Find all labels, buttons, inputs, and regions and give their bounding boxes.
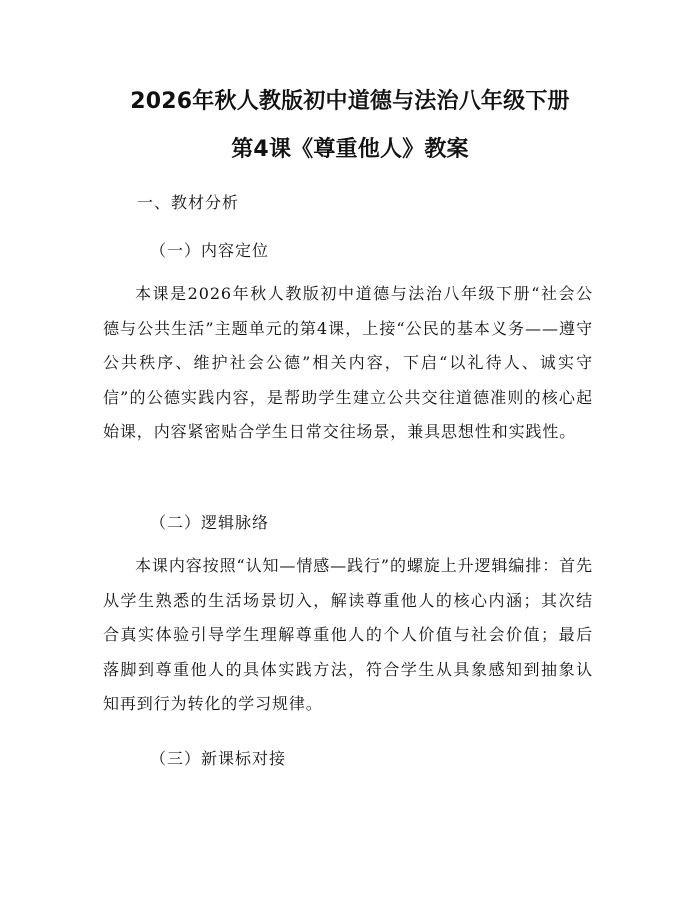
subsection-heading-logic-structure: （二）逻辑脉络 [150, 513, 270, 532]
subsection-heading-curriculum-alignment: （三）新课标对接 [150, 749, 287, 768]
document-title-line-1: 2026年秋人教版初中道德与法治八年级下册 [130, 89, 570, 114]
section-heading-textbook-analysis: 一、教材分析 [137, 193, 240, 212]
paragraph-logic-structure: 本课内容按照“认知—情感—践行”的螺旋上升逻辑编排：首先从学生熟悉的生活场景切入，解读尊重他人的核心内涵；其次结合真实体验引导学生理解尊重他人的个人价值与社会价值；最后落脚到尊重他人的具体实践方法，符合学生从具象感知到抽象认知再到行为转化的学习规律。 [103, 556, 593, 713]
paragraph-content-positioning: 本课是2026年秋人教版初中道德与法治八年级下册“社会公德与公共生活”主题单元的第4课，上接“公民的基本义务——遵守公共秩序、维护社会公德”相关内容，下启“以礼待人、诚实守信”的公德实践内容，是帮助学生建立公共交往道德准则的核心起始课，内容紧密贴合学生日常交往场景，兼具思想性和实践性。 [103, 284, 593, 441]
document-title-line-2: 第4课《尊重他人》教案 [231, 137, 469, 162]
subsection-heading-content-positioning: （一）内容定位 [150, 241, 270, 260]
